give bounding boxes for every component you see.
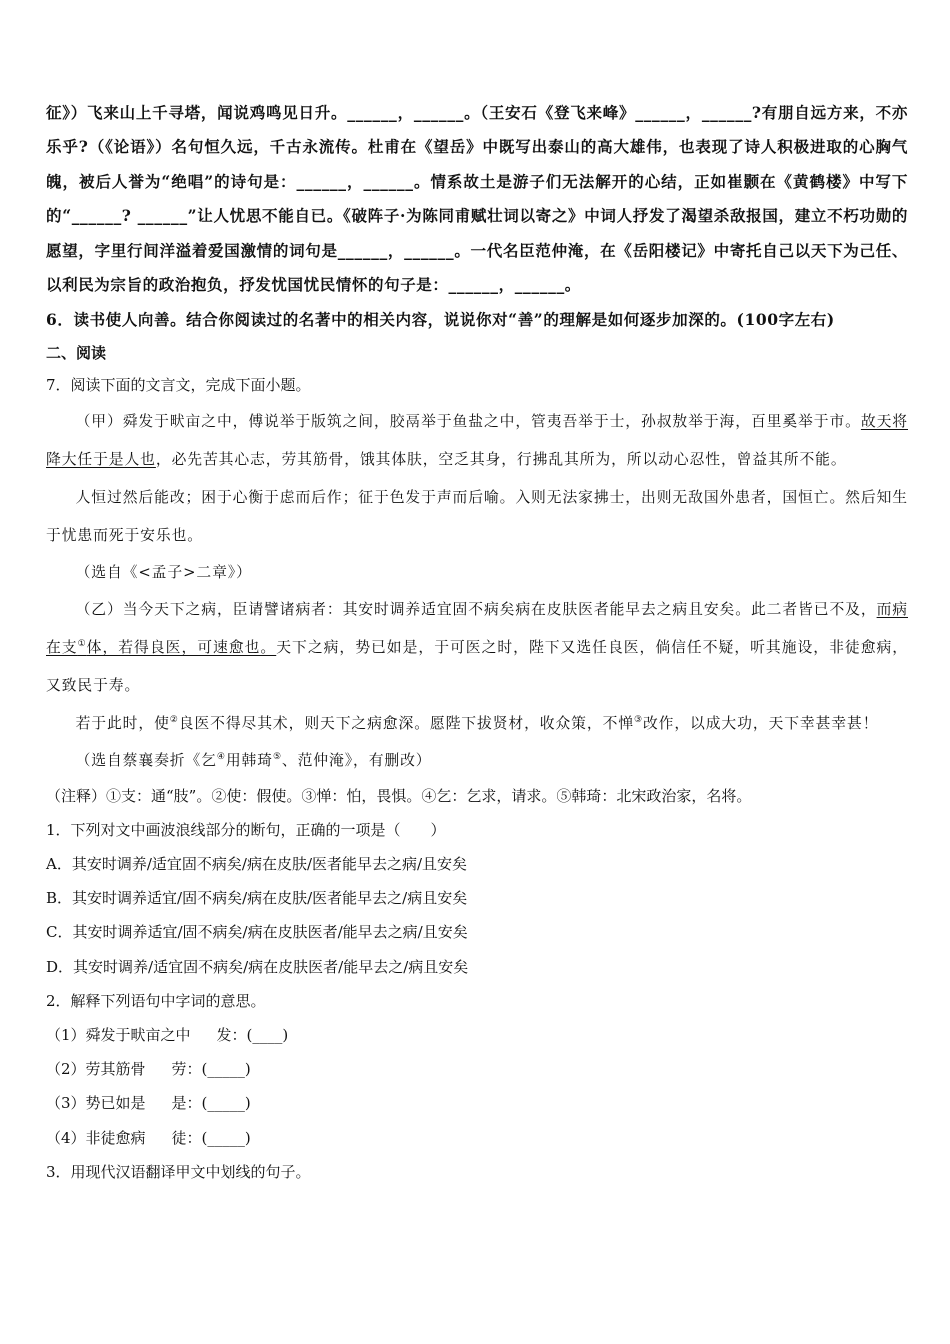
- sub-question-3: 3．用现代汉语翻译甲文中划线的句子。: [46, 1162, 311, 1181]
- footnote-marker: ⑤: [272, 751, 282, 762]
- passage-jia-paragraph-1: [46, 403, 908, 479]
- passage-yi-text-rest: 天下之病，势已如是，于可医之时，陛下又选任良医，倘信任不疑，听其施设，非徒愈病，又致民于寿。: [46, 638, 908, 694]
- passage-jia-text-rest: ，必先苦其心志，劳其筋骨，饿其体肤，空乏其身，行拂乱其所为，所以动心忍性，曾益其所不能。: [155, 450, 847, 468]
- footnote-marker: ①: [77, 638, 87, 649]
- sub-question-2-item-1: （1）舜发于畎亩之中 发：(____): [46, 1026, 289, 1045]
- underlined-sentence: 故天将降大任于是人也: [46, 412, 908, 468]
- footnote-marker: ③: [633, 714, 643, 725]
- sub-question-2: 2．解释下列语句中字词的意思。: [46, 991, 266, 1010]
- section-title-reading: 二、阅读: [46, 344, 107, 363]
- passage-yi-paragraph-2: 若于此时，使②良医不得尽其术，则天下之病愈深。愿陛下拔贤材，收众策，不惮③改作，以成大功，天下幸甚幸甚！: [75, 714, 879, 732]
- question-5-fill-in-poems: 征》）飞来山上千寻塔，闻说鸡鸣见日升。______，______。（王安石《登飞来峰》______，______?有朋自远方来，不亦乐乎?（《论语》）名句恒久远，千古永流传。杜甫在《望岳》中既写出泰山的高大雄伟，也表现了诗人积极进取的心胸气魄，被后人誉为“绝唱”的诗句是：______，______。情系故土是游子们无法解开的心结，正如崔颢在《黄鹤楼》中写下的“______? ______”让人忧思不能自已。《破阵子·为陈同甫赋壮词以寄之》中词人抒发了渴望杀敌报国，建立不朽功勋的愿望，字里行间洋溢着爱国激情的词句是______，______。一代名臣范仲淹，在《岳阳楼记》中寄托自己以天下为己任、以利民为宗旨的政治抱负，抒发忧国忧民情怀的句子是：______，______。: [46, 103, 908, 295]
- sub-question-1: 1．下列对文中画波浪线部分的断句，正确的一项是（ ）: [46, 820, 446, 839]
- underlined-phrase-1: 而病在支①体，若得良医，可速愈也。: [46, 600, 908, 656]
- passage-yi-paragraph-1: [46, 591, 908, 705]
- footnote-marker: ④: [216, 751, 226, 762]
- footnote-marker: ②: [169, 714, 179, 725]
- option-c: C．其安时调养适宜/固不病矣/病在皮肤医者/能早去之病/且安矣: [46, 923, 468, 942]
- passage-yi-source: （选自蔡襄奏折《乞④用韩琦⑤、范仲淹》，有删改）: [75, 751, 432, 769]
- option-a: A．其安时调养/适宜固不病矣/病在皮肤/医者能早去之病/且安矣: [46, 855, 468, 874]
- sub-question-2-item-4: （4）非徒愈病 徒：(_____): [46, 1128, 251, 1147]
- annotations: （注释）①支：通“肢”。②使：假使。③惮：怕，畏惧。④乞：乞求，请求。⑤韩琦：北宋政治家，名将。: [46, 786, 752, 805]
- question-6: 6．读书使人向善。结合你阅读过的名著中的相关内容，说说你对“善”的理解是如何逐步加深的。(100字左右): [46, 310, 835, 330]
- exam-page: [46, 96, 908, 1189]
- passage-jia-paragraph-2: 人恒过然后能改；困于心衡于虑而后作；征于色发于声而后喻。入则无法家拂士，出则无敌国外患者，国恒亡。然后知生于忧患而死于安乐也。: [46, 488, 908, 544]
- option-b: B．其安时调养适宜/固不病矣/病在皮肤/医者能早去之/病且安矣: [46, 889, 468, 908]
- sub-question-2-item-2: （2）劳其筋骨 劳：(_____): [46, 1060, 251, 1079]
- passage-yi-text: （乙）当今天下之病，臣请譬诸病者：其安时调养适宜固不病矣病在皮肤医者能早去之病且安矣。此二者皆已不及，: [75, 600, 877, 618]
- option-d: D．其安时调养/适宜固不病矣/病在皮肤医者/能早去之/病且安矣: [46, 957, 469, 976]
- passage-jia-source: （选自《<孟子>二章》）: [75, 563, 252, 581]
- passage-jia-text: （甲）舜发于畎亩之中，傅说举于版筑之间，胶鬲举于鱼盐之中，管夷吾举于士，孙叔敖举于海，百里奚举于市。: [75, 412, 861, 430]
- sub-question-2-item-3: （3）势已如是 是：(_____): [46, 1094, 251, 1113]
- question-7-intro: 7．阅读下面的文言文，完成下面小题。: [46, 376, 311, 395]
